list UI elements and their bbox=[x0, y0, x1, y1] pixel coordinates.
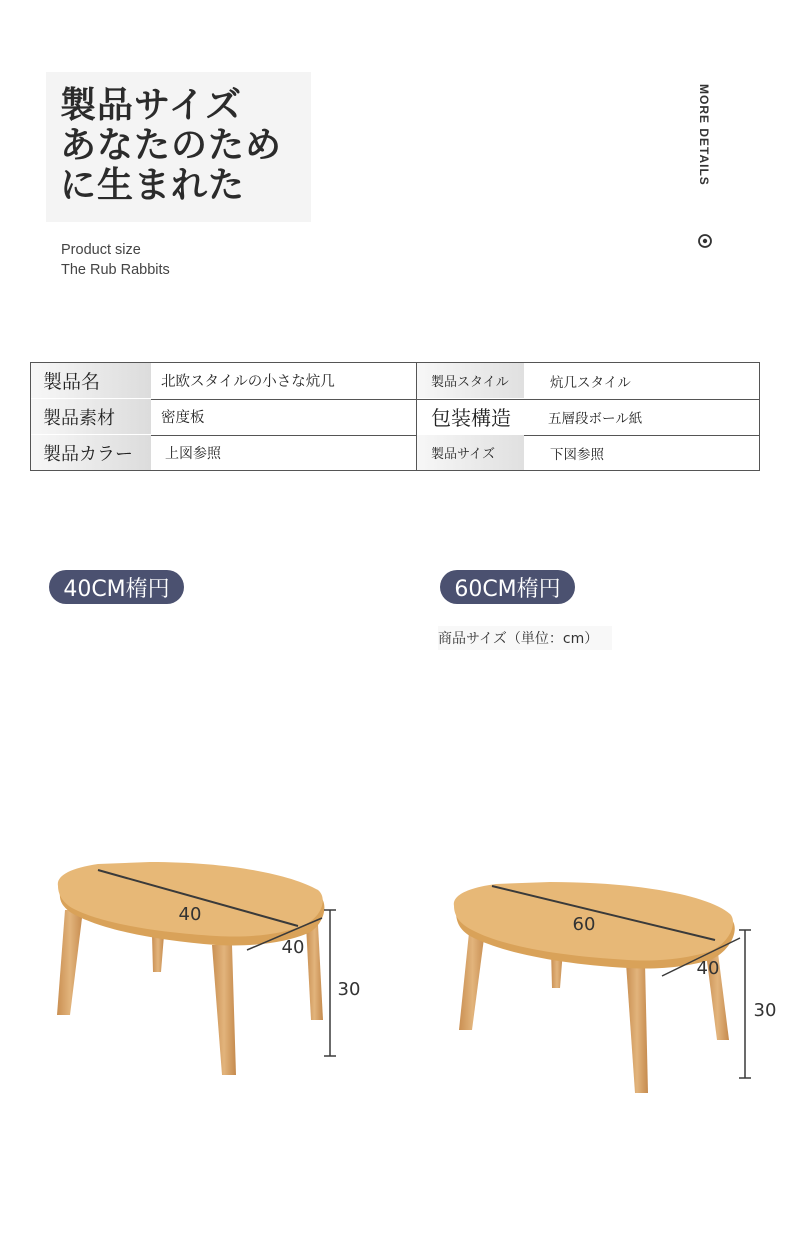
hero-title-line-2: あなたのため bbox=[60, 125, 283, 166]
length-label: 40 bbox=[178, 904, 202, 925]
spec-row bbox=[31, 363, 759, 400]
table-leg bbox=[57, 910, 83, 1015]
table-40cm-illustration bbox=[40, 850, 380, 1090]
table-leg bbox=[212, 945, 236, 1075]
hero-title bbox=[60, 86, 282, 206]
table-divider bbox=[416, 363, 417, 470]
unit-note: 商品サイズ（単位：cm） bbox=[438, 626, 612, 650]
size-40cm-label: 40CM楕円 bbox=[49, 570, 184, 604]
width-label: 40 bbox=[696, 958, 720, 979]
height-label: 30 bbox=[753, 1000, 777, 1021]
spec-table bbox=[30, 362, 760, 471]
spec-label: 製品サイズ bbox=[417, 435, 524, 470]
length-label: 60 bbox=[572, 914, 596, 935]
spec-value: 密度板 bbox=[161, 410, 205, 426]
hero-title-line-3: に生まれた bbox=[60, 165, 246, 206]
hero-title-line-1: 製品サイズ bbox=[60, 85, 243, 126]
spec-value: 五層段ボール紙 bbox=[548, 410, 643, 427]
table-60cm-illustration bbox=[440, 868, 785, 1108]
spec-value: 炕几スタイル bbox=[550, 374, 631, 391]
height-label: 30 bbox=[337, 979, 361, 1000]
width-label: 40 bbox=[281, 937, 305, 958]
spec-label: 製品素材 bbox=[31, 399, 151, 434]
spec-label: 製品カラー bbox=[31, 435, 151, 470]
more-details-link[interactable]: MORE DETAILS bbox=[697, 84, 711, 186]
spec-label: 製品名 bbox=[31, 363, 151, 398]
spec-label: 製品スタイル bbox=[417, 363, 524, 398]
spec-row bbox=[31, 399, 759, 436]
subtitle-brand: The Rub Rabbits bbox=[61, 262, 170, 278]
spec-value: 北欧スタイルの小さな炕几 bbox=[161, 374, 335, 390]
size-60cm-label: 60CM楕円 bbox=[440, 570, 575, 604]
spec-row bbox=[31, 435, 759, 471]
table-leg bbox=[306, 925, 323, 1020]
target-icon[interactable] bbox=[697, 233, 713, 249]
table-leg bbox=[626, 963, 648, 1093]
table-leg bbox=[152, 935, 164, 972]
subtitle-product-size: Product size bbox=[61, 242, 141, 258]
spec-value: 下図参照 bbox=[550, 446, 604, 463]
spec-value: 上図参照 bbox=[165, 445, 221, 462]
tabletop bbox=[58, 862, 323, 937]
spec-label: 包装構造 bbox=[431, 406, 511, 430]
